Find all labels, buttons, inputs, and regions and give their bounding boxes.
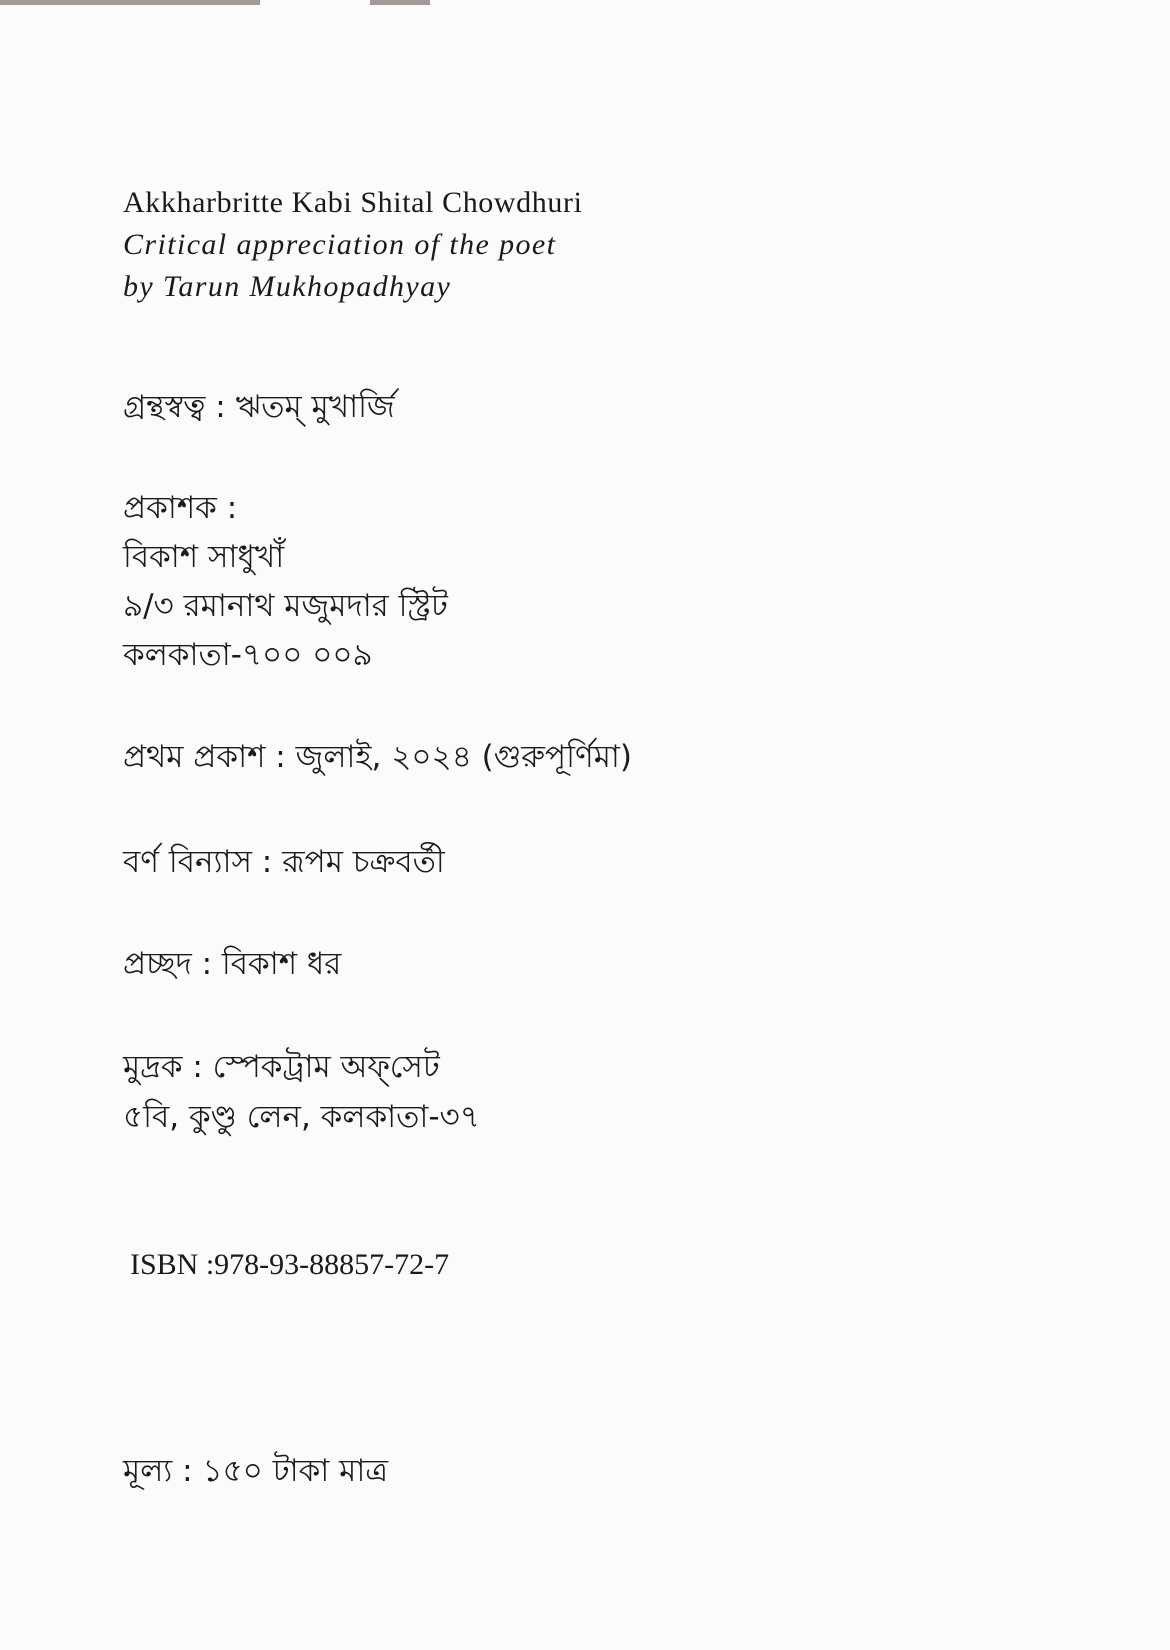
scan-top-edge [0, 0, 1170, 6]
printer-line1: মুদ্রক : স্পেকট্রাম অফ্‌সেট [123, 1049, 440, 1085]
subtitle-english: Critical appreciation of the poet [123, 228, 557, 261]
price-line: মূল্য : ১৫০ টাকা মাত্র [123, 1453, 389, 1489]
typesetting-line: বর্ণ বিন্যাস : রূপম চক্রবর্তী [123, 844, 445, 880]
copyright-line: গ্রন্থস্বত্ব : ঋতম্ মুখার্জি [123, 389, 395, 425]
first-edition-line: প্রথম প্রকাশ : জুলাই, ২০২৪ (গুরুপূর্ণিমা) [123, 739, 633, 775]
isbn-line: ISBN :978-93-88857-72-7 [130, 1248, 450, 1281]
scan-edge-shadow [370, 0, 430, 5]
printer-line2: ৫বি, কুণ্ডু লেন, কলকাতা-৩৭ [123, 1099, 480, 1135]
publisher-label: প্রকাশক : [123, 490, 238, 526]
publisher-address-line1: ৯/৩ রমানাথ মজুমদার স্ট্রিট [123, 588, 448, 624]
publisher-name: বিকাশ সাধুখাঁ [123, 539, 285, 575]
publisher-address-line2: কলকাতা-৭০০ ০০৯ [123, 637, 373, 673]
author-english: by Tarun Mukhopadhyay [123, 270, 452, 303]
cover-design-line: প্রচ্ছদ : বিকাশ ধর [123, 946, 342, 982]
scan-edge-shadow [0, 0, 260, 5]
title-english: Akkharbritte Kabi Shital Chowdhuri [123, 186, 583, 219]
